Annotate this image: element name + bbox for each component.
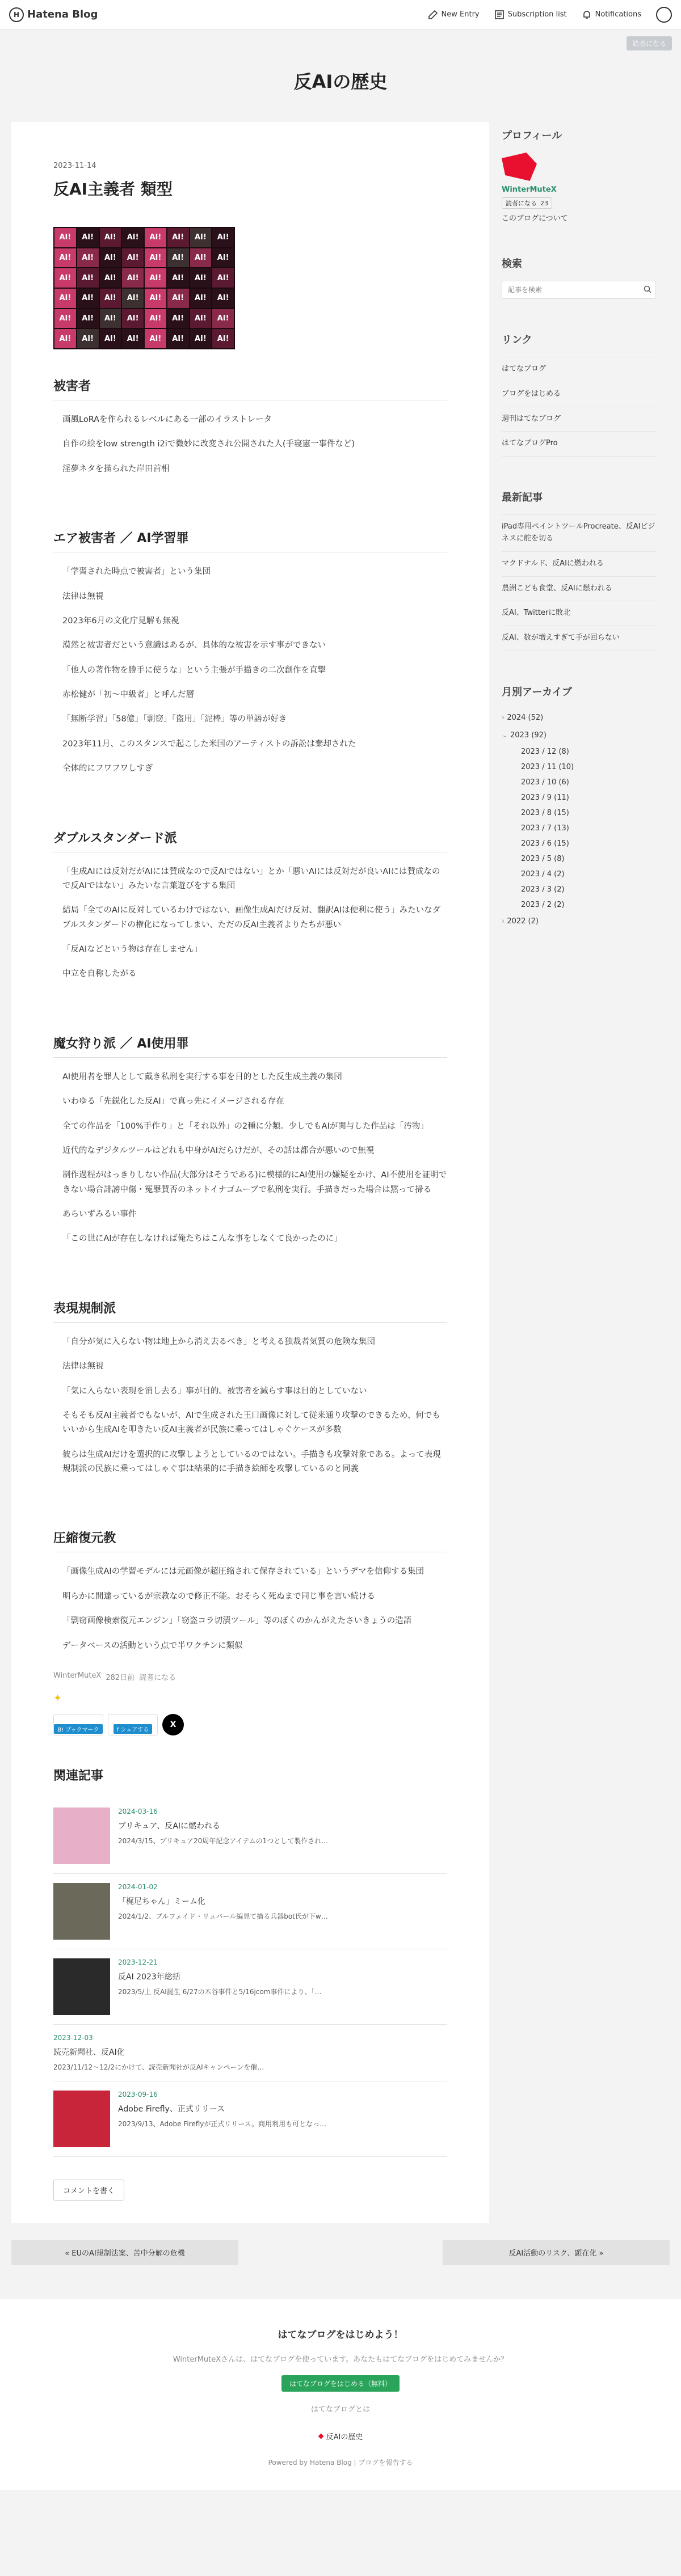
section-paragraph: そもそも反AI主義者でもないが、AIで生成された王口画像に対して従来通り攻撃のできるため、何でもいいから生成AIを叩きたい反AI主義者が民族に乗ってはしゃぐケースが多数 bbox=[62, 1411, 440, 1435]
image-tile: AI! bbox=[122, 268, 144, 288]
section-paragraph: いわゆる「先鋭化した反AI」で真っ先にイメージされる存在 bbox=[62, 1097, 284, 1107]
image-tile: AI! bbox=[100, 248, 121, 268]
footer-blog-name: 反AIの歴史 bbox=[326, 2433, 363, 2442]
archive-list bbox=[502, 709, 656, 930]
archive-month-item[interactable]: 2023 / 6 (15) bbox=[521, 839, 569, 848]
related-date: 2024-01-02 bbox=[118, 1882, 158, 1891]
entry-section bbox=[53, 1528, 447, 1653]
section-paragraph: 法律は無視 bbox=[62, 1362, 104, 1371]
global-header bbox=[0, 0, 681, 29]
search-icon[interactable] bbox=[644, 285, 651, 293]
entry-footer-meta bbox=[53, 1671, 447, 1682]
archive-month-list bbox=[502, 744, 656, 913]
hatena-bookmark-button[interactable] bbox=[53, 1714, 103, 1735]
archive-year-toggle[interactable] bbox=[502, 727, 656, 744]
image-tile: AI! bbox=[145, 228, 166, 247]
entry-pager bbox=[11, 2240, 670, 2265]
hatena-logo-icon: H bbox=[9, 7, 24, 22]
related-entry[interactable] bbox=[53, 2025, 447, 2081]
image-tile: AI! bbox=[77, 329, 99, 348]
entry-section bbox=[53, 829, 447, 982]
about-blog-link[interactable]: このブログについて bbox=[502, 214, 568, 223]
image-tile: AI! bbox=[77, 309, 99, 328]
section-paragraph: 「画像生成AIの学習モデルには元画像が超圧縮されて保存されている」というデマを信仰する集団 bbox=[62, 1567, 424, 1577]
related-entry[interactable] bbox=[53, 1798, 447, 1874]
image-tile: AI! bbox=[122, 309, 144, 328]
entry-article bbox=[11, 122, 489, 2223]
related-entries-title: 関連記事 bbox=[53, 1768, 104, 1783]
section-paragraph: 「他人の著作物を勝手に使うな」という主張が手描きの二次創作を直撃 bbox=[62, 665, 326, 675]
image-tile: AI! bbox=[77, 268, 99, 288]
related-entry-snippet: 2024/3/15、プリキュア20周年記念アイテムの1つとして製作され… bbox=[118, 1836, 329, 1845]
search-module bbox=[502, 256, 656, 299]
image-tile: AI! bbox=[145, 248, 166, 268]
archive-year-label: 2024 (52) bbox=[507, 713, 544, 722]
archive-month-item[interactable]: 2023 / 9 (11) bbox=[521, 793, 569, 802]
archive-year-toggle[interactable] bbox=[502, 709, 656, 727]
archive-module bbox=[502, 684, 656, 930]
section-paragraph: 近代的なデジタルツールはどれも中身がAIだらけだが、その話は都合が悪いので無視 bbox=[62, 1146, 375, 1155]
powered-by[interactable]: Powered by Hatena Blog | ブログを報告する bbox=[268, 2458, 413, 2467]
footer-text: WinterMuteXさんは、はてなブログを使っています。あなたもはてなブログをはじめてみませんか？ bbox=[173, 2355, 508, 2364]
related-date: 2023-09-16 bbox=[118, 2090, 158, 2098]
image-tile: AI! bbox=[122, 289, 144, 308]
blog-title[interactable]: 反AIの歴史 bbox=[293, 71, 388, 92]
image-tile: AI! bbox=[212, 248, 234, 268]
section-paragraph: 2023年11月、このスタンスで起こした米国のアーティストの訴訟は棄却された bbox=[62, 739, 356, 749]
image-tile: AI! bbox=[167, 309, 189, 328]
x-share-button[interactable]: X bbox=[162, 1714, 184, 1735]
facebook-share-label: f シェアする bbox=[114, 1724, 153, 1734]
entry-age[interactable]: 282日前 bbox=[106, 1673, 135, 1682]
related-entry-body bbox=[118, 1808, 328, 1864]
section-paragraph: AI使用者を罪人として戴き私刑を実行する事を目的とした反生成主義の集団 bbox=[62, 1072, 342, 1082]
prev-entry-link[interactable]: « EUのAI規制法案、苦中分解の危機 bbox=[11, 2240, 238, 2265]
image-tile: AI! bbox=[167, 228, 189, 247]
subscription-list-label: Subscription list bbox=[507, 10, 567, 19]
section-paragraph: 漠然と被害者だという意識はあるが、具体的な被害を示す事ができない bbox=[62, 641, 326, 651]
section-heading: 魔女狩り派 ／ AI使用罪 bbox=[53, 1034, 447, 1058]
recent-entry-item[interactable]: 反AI、数が増えすぎて手が回らない bbox=[502, 626, 656, 651]
pencil-icon bbox=[428, 10, 438, 20]
related-entry-snippet: 2023/5/上 反AI誕生 6/27の木谷事件と5/16jcom事件により、「… bbox=[118, 1987, 322, 1996]
image-tile: AI! bbox=[190, 268, 212, 288]
related-date: 2024-03-16 bbox=[118, 1807, 158, 1815]
image-tile: AI! bbox=[190, 289, 212, 308]
image-tile: AI! bbox=[122, 329, 144, 348]
section-heading: 表現規制派 bbox=[53, 1299, 447, 1323]
related-date: 2023-12-21 bbox=[118, 1958, 158, 1966]
header-actions bbox=[428, 7, 672, 23]
image-tile: AI! bbox=[190, 329, 212, 348]
related-entry-body bbox=[118, 1958, 322, 2015]
section-paragraph: 「この世にAIが存在しなければ俺たちはこんな事をしなくて良かったのに」 bbox=[62, 1234, 342, 1244]
related-thumbnail[interactable] bbox=[53, 2091, 110, 2147]
image-tile: AI! bbox=[54, 289, 76, 308]
archive-year-label: 2023 (92) bbox=[510, 730, 547, 740]
image-tile: AI! bbox=[190, 228, 212, 247]
related-date: 2023-12-03 bbox=[53, 2033, 93, 2042]
bell-icon bbox=[582, 10, 592, 20]
image-tile: AI! bbox=[77, 289, 99, 308]
author-link[interactable]: WinterMuteX bbox=[53, 1671, 102, 1680]
related-entry[interactable] bbox=[53, 2081, 447, 2157]
section-paragraph: 全体的にフワフワしすぎ bbox=[62, 764, 153, 774]
image-tile: AI! bbox=[212, 228, 234, 247]
next-entry-link[interactable]: 反AI活動のリスク、顕在化 » bbox=[443, 2240, 670, 2265]
subscribe-reader-button[interactable]: 読者になる bbox=[627, 36, 672, 50]
links-module bbox=[502, 332, 656, 457]
notifications-label: Notifications bbox=[595, 10, 641, 19]
image-tile: AI! bbox=[145, 268, 166, 288]
footer-title: はてなブログをはじめよう！ bbox=[278, 2329, 403, 2341]
related-thumbnail[interactable] bbox=[53, 1883, 110, 1940]
recent-entry-item[interactable]: マクドナルド、反AIに燃われる bbox=[502, 552, 656, 577]
image-tile: AI! bbox=[167, 289, 189, 308]
section-paragraph: 2023年6月の文化庁見解も無視 bbox=[62, 616, 179, 626]
image-tile: AI! bbox=[54, 248, 76, 268]
section-paragraph: 赤松健が「初〜中級者」と呼んだ層 bbox=[62, 690, 194, 699]
related-thumbnail[interactable] bbox=[53, 1808, 110, 1864]
archive-year-label: 2022 (2) bbox=[507, 917, 539, 926]
section-paragraph: 「剽窃画像検索復元エンジン」「窃盗コラ切漬ツール」等のぼくのかんがえたさいきょうの造語 bbox=[62, 1616, 412, 1626]
start-blog-button[interactable]: はてなブログをはじめる（無料） bbox=[281, 2375, 400, 2392]
entry-section bbox=[53, 1034, 447, 1247]
archive-month-item[interactable]: 2023 / 7 (13) bbox=[521, 824, 569, 833]
image-tile: AI! bbox=[212, 329, 234, 348]
recent-entry-item[interactable]: 反AI、Twitterに敗北 bbox=[502, 601, 656, 626]
related-entry-snippet: 2024/1/2、ブルフェイド・リュバール編見て描る兵器bot氏が下w… bbox=[118, 1912, 328, 1920]
entry-body bbox=[53, 377, 447, 1653]
search-box bbox=[502, 281, 656, 299]
related-entry-snippet: 2023/9/13、Adobe Fireflyが正式リリース。商用利用も可となっ… bbox=[118, 2119, 327, 2128]
profile-reader-button[interactable] bbox=[502, 197, 552, 209]
facebook-share-button[interactable] bbox=[108, 1714, 158, 1735]
entry-date[interactable]: 2023-11-14 bbox=[53, 162, 96, 170]
related-entry-body bbox=[53, 2034, 264, 2072]
related-entry-body bbox=[118, 2091, 326, 2147]
share-buttons bbox=[53, 1714, 447, 1735]
new-entry-button[interactable] bbox=[428, 10, 480, 20]
section-paragraph: 「無断学習」「58億」「剽窃」「盗用」「泥棒」等の単語が好き bbox=[62, 715, 287, 724]
image-tile: AI! bbox=[100, 268, 121, 288]
notifications-button[interactable] bbox=[582, 10, 641, 20]
image-tile: AI! bbox=[54, 268, 76, 288]
search-title: 検索 bbox=[502, 258, 522, 270]
image-tile: AI! bbox=[100, 289, 121, 308]
section-paragraph: 淫夢ネタを描られた岸田首相 bbox=[62, 464, 170, 474]
archive-year-toggle[interactable] bbox=[502, 913, 656, 930]
write-comment-button[interactable]: コメントを書く bbox=[53, 2180, 124, 2201]
chevron-right-icon: › bbox=[502, 917, 507, 926]
related-entry-snippet: 2023/11/12〜12/2にかけて、読売新聞社が反AIキャンペーンを催… bbox=[53, 2063, 264, 2071]
section-paragraph: あらいずみるい事件 bbox=[62, 1210, 137, 1219]
section-heading: 圧縮復元教 bbox=[53, 1528, 447, 1552]
image-tile: AI! bbox=[77, 228, 99, 247]
image-tile: AI! bbox=[212, 309, 234, 328]
section-paragraph: 画風LoRAを作られるレベルにある一部のイラストレータ bbox=[62, 415, 272, 424]
search-input[interactable] bbox=[502, 281, 656, 299]
section-heading: エア被害者 ／ AI学習罪 bbox=[53, 529, 447, 552]
related-entry-body bbox=[118, 1883, 328, 1940]
related-entry-title[interactable]: 反AI 2023年総括 bbox=[118, 1972, 180, 1982]
blog-favicon-icon: ◆ bbox=[318, 2431, 324, 2440]
section-heading: 被害者 bbox=[53, 377, 447, 400]
archive-month-item[interactable]: 2023 / 2 (2) bbox=[521, 900, 565, 909]
image-tile: AI! bbox=[212, 289, 234, 308]
section-paragraph: 「反AIなどという物は存在しません」 bbox=[62, 945, 203, 954]
entry-section bbox=[53, 377, 447, 476]
links-title: リンク bbox=[502, 334, 532, 346]
section-paragraph: 「自分が気に入らない物は地上から消え去るべき」と考える独裁者気質の危険な集団 bbox=[62, 1337, 375, 1346]
related-entries-list bbox=[53, 1798, 447, 2157]
archive-month-item[interactable]: 2023 / 10 (6) bbox=[521, 778, 569, 787]
hatena-star-icon[interactable]: ✦ bbox=[53, 1692, 62, 1704]
new-entry-label: New Entry bbox=[441, 10, 480, 19]
section-paragraph: 「学習された時点で被害者」という集団 bbox=[62, 567, 211, 577]
reader-button-row bbox=[0, 29, 681, 50]
profile-avatar[interactable] bbox=[502, 153, 537, 181]
section-paragraph: 「気に入らない表現を消し去る」事が目的。被害者を減らす事は目的としていない bbox=[62, 1386, 367, 1396]
image-tile: AI! bbox=[54, 329, 76, 348]
related-entry[interactable] bbox=[53, 1874, 447, 1949]
bottom-footer bbox=[0, 2299, 681, 2490]
hatena-blog-logo[interactable] bbox=[9, 7, 98, 22]
related-entry-title[interactable]: プリキュア、反AIに燃われる bbox=[118, 1821, 221, 1831]
sidebar-link-item[interactable]: ブログをはじめる bbox=[502, 382, 656, 407]
archive-month-item[interactable]: 2023 / 4 (2) bbox=[521, 869, 565, 879]
related-thumbnail[interactable] bbox=[53, 1958, 110, 2015]
hatena-bookmark-label: B! ブックマーク bbox=[54, 1724, 102, 1734]
image-tile: AI! bbox=[145, 309, 166, 328]
content-area bbox=[11, 122, 670, 2223]
image-tile: AI! bbox=[145, 289, 166, 308]
sidebar-link-item[interactable]: はてなブログ bbox=[502, 357, 656, 382]
profile-name[interactable]: WinterMuteX bbox=[502, 185, 557, 194]
section-paragraph: 自作の絵をlow strength i2iで微妙に改変され公開された人(手寝憲一事件など) bbox=[62, 440, 355, 449]
archive-month-item[interactable]: 2023 / 5 (8) bbox=[521, 854, 565, 863]
profile-module bbox=[502, 128, 656, 223]
about-hatena-blog-link[interactable]: はてなブログとは bbox=[310, 2405, 371, 2414]
related-entry-title[interactable]: Adobe Firefly、正式リリース bbox=[118, 2104, 225, 2114]
related-entry-title[interactable]: 読売新聞社、反AI化 bbox=[53, 2047, 125, 2057]
image-tile: AI! bbox=[167, 268, 189, 288]
reader-link[interactable]: 読者になる bbox=[139, 1673, 176, 1682]
section-paragraph: 中立を自称したがる bbox=[62, 969, 137, 979]
image-tile: AI! bbox=[190, 309, 212, 328]
archive-month-item[interactable]: 2023 / 12 (8) bbox=[521, 747, 569, 756]
brand-name: Hatena Blog bbox=[27, 9, 98, 20]
chevron-down-icon: ⌄ bbox=[502, 730, 511, 740]
image-tile: AI! bbox=[100, 309, 121, 328]
related-entry-title[interactable]: 「梶尼ちゃん」ミーム化 bbox=[118, 1897, 205, 1906]
related-entry[interactable] bbox=[53, 1949, 447, 2025]
archive-title: 月別アーカイブ bbox=[502, 686, 573, 698]
footer-blog-link[interactable] bbox=[0, 2431, 681, 2442]
section-paragraph: 彼らは生成AIだけを選択的に攻撃しようとしているのではない。手描きも攻撃対象である。よって表現規制派の民族に乗ってはしゃぐ事は結果的に手描き絵師を攻撃しているのと同義 bbox=[62, 1450, 441, 1473]
user-avatar-icon[interactable] bbox=[656, 7, 672, 23]
image-tile: AI! bbox=[122, 228, 144, 247]
section-paragraph: 結局「全てのAIに反対しているわけではない、画像生成AIだけ反対、翻訳AIは便利に使う」みたいなダブルスタンダードの権化になってしまい、ただの反AI主義者よりたちが悪い bbox=[62, 906, 441, 930]
section-paragraph: 全ての作品を「100%手作り」と「それ以外」の2種に分類。少しでもAIが関与した作品は「汚物」 bbox=[62, 1121, 428, 1131]
profile-reader-count: 23 bbox=[540, 199, 548, 207]
entry-image[interactable] bbox=[53, 227, 235, 349]
archive-month-item[interactable]: 2023 / 8 (15) bbox=[521, 808, 569, 817]
profile-reader-label: 読者になる bbox=[506, 200, 537, 207]
archive-month-item[interactable]: 2023 / 11 (10) bbox=[521, 762, 574, 771]
archive-month-item[interactable]: 2023 / 3 (2) bbox=[521, 885, 565, 894]
image-tile: AI! bbox=[100, 228, 121, 247]
section-paragraph: データベースの活動という点で半ワクチンに類似 bbox=[62, 1641, 243, 1650]
image-tile: AI! bbox=[167, 248, 189, 268]
image-tile: AI! bbox=[100, 329, 121, 348]
image-tile: AI! bbox=[145, 329, 166, 348]
blog-title-wrap bbox=[0, 50, 681, 122]
image-tile: AI! bbox=[190, 248, 212, 268]
image-tile: AI! bbox=[54, 228, 76, 247]
entry-section bbox=[53, 529, 447, 776]
subscription-list-button[interactable] bbox=[494, 10, 567, 20]
image-tile: AI! bbox=[167, 329, 189, 348]
list-icon bbox=[494, 10, 505, 20]
image-tile: AI! bbox=[54, 309, 76, 328]
recent-entry-item[interactable]: 農洲こども食堂、反AIに燃われる bbox=[502, 577, 656, 602]
image-tile: AI! bbox=[212, 268, 234, 288]
links-list bbox=[502, 357, 656, 457]
entry-section bbox=[53, 1299, 447, 1477]
section-paragraph: 法律は無視 bbox=[62, 592, 104, 601]
image-tile: AI! bbox=[122, 248, 144, 268]
section-paragraph: 「生成AIには反対だがAIには賛成なので反AIではない」とか「悪いAIには反対だが良いAIには賛成なので反AIではない」みたいな言葉遊びをする集団 bbox=[62, 867, 440, 890]
profile-title: プロフィール bbox=[502, 130, 562, 142]
sidebar-link-item[interactable]: はてなブログPro bbox=[502, 432, 656, 457]
sidebar bbox=[498, 122, 659, 969]
recent-entries-list bbox=[502, 514, 656, 651]
section-paragraph: 明らかに間違っているが宗教なので修正不能。おそらく死ぬまで同じ事を言い続ける bbox=[62, 1591, 375, 1601]
image-tile: AI! bbox=[77, 248, 99, 268]
section-paragraph: 制作過程がはっきりしない作品(大部分はそうである)に模様的にAI使用の嫌疑をかけ、AI不使用を証明できない場合誹謗中傷・冤罪賛否のネットイナゴムーブで私刑を実行。手描きだった場合は黙って掃る bbox=[62, 1171, 447, 1194]
chevron-right-icon: › bbox=[502, 713, 507, 722]
entry-title[interactable]: 反AI主義者 類型 bbox=[53, 180, 173, 199]
sidebar-link-item[interactable]: 週刊はてなブログ bbox=[502, 407, 656, 432]
recent-entry-item[interactable]: iPad専用ペイントツールProcreate、反AIビジネスに舵を切る bbox=[502, 514, 656, 552]
recent-entries-title: 最新記事 bbox=[502, 492, 543, 504]
section-heading: ダブルスタンダード派 bbox=[53, 829, 447, 852]
recent-entries-module bbox=[502, 489, 656, 651]
